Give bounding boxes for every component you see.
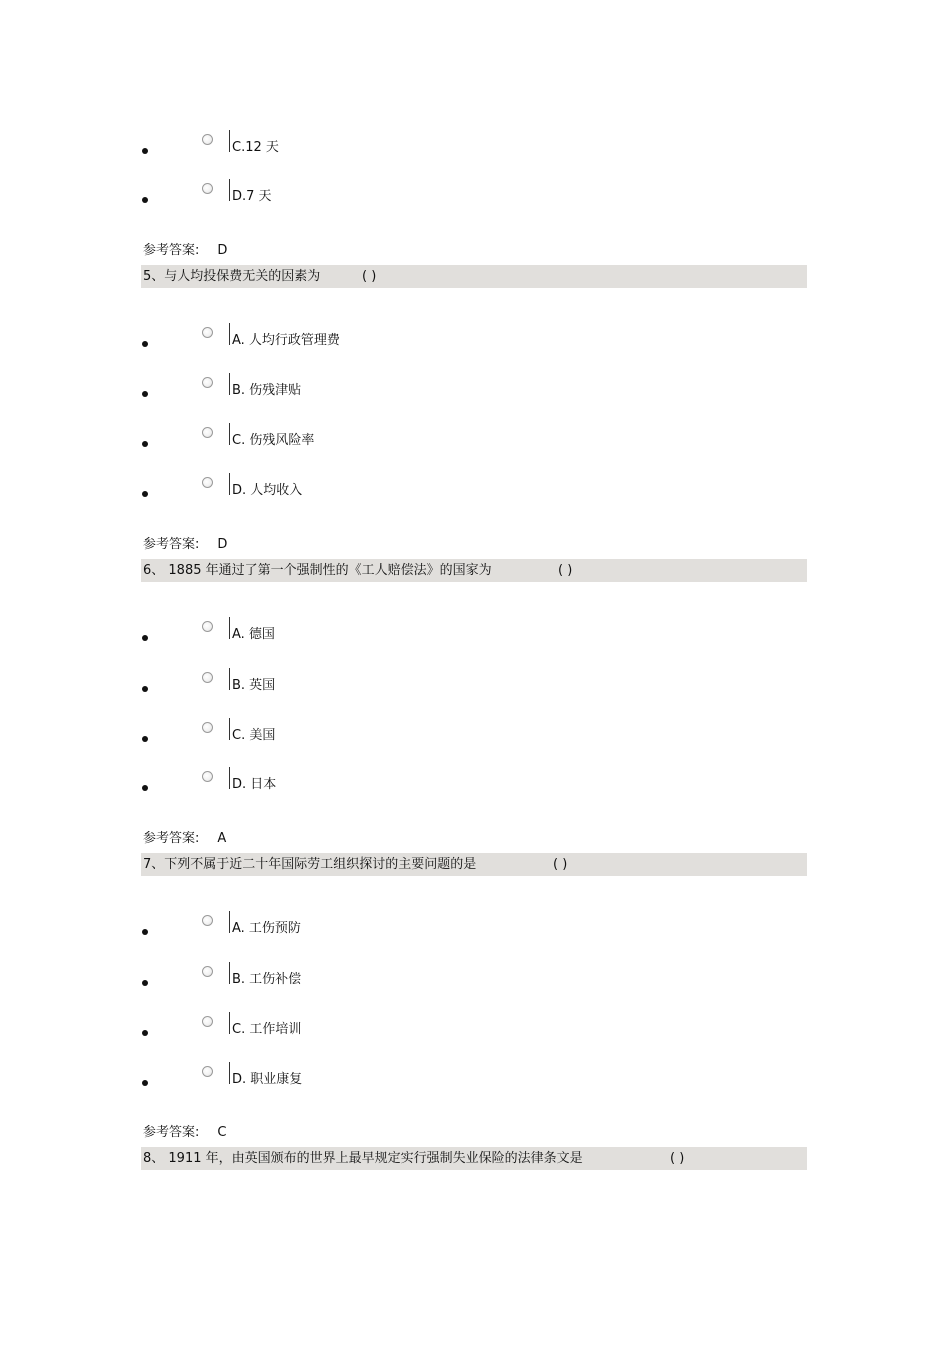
option-label: A. 人均行政管理费	[232, 333, 340, 348]
answer-prefix: 参考答案:	[143, 537, 200, 552]
bullet-dot	[142, 197, 148, 203]
question-text: 6、 1885 年通过了第一个强制性的《工人赔偿法》的国家为	[143, 563, 492, 578]
question-bar	[141, 1147, 807, 1170]
radio-button[interactable]	[202, 722, 213, 733]
bullet-dot	[142, 441, 148, 447]
option-row[interactable]	[0, 909, 950, 939]
bullet-dot	[142, 980, 148, 986]
radio-button[interactable]	[202, 915, 213, 926]
bullet-dot	[142, 635, 148, 641]
text-cursor-mark	[229, 323, 230, 345]
question-text: 5、与人均投保费无关的因素为	[143, 269, 321, 284]
text-cursor-mark	[229, 668, 230, 690]
radio-button[interactable]	[202, 134, 213, 145]
bullet-dot	[142, 148, 148, 154]
question-text: 8、 1911 年，由英国颁布的世界上最早规定实行强制失业保险的法律条文是	[143, 1151, 583, 1166]
reference-answer	[143, 537, 227, 552]
answer-prefix: 参考答案:	[143, 243, 200, 258]
radio-button[interactable]	[202, 1066, 213, 1077]
question-bar	[141, 265, 807, 288]
text-cursor-mark	[229, 1012, 230, 1034]
question-bar	[141, 853, 807, 876]
option-row[interactable]	[0, 716, 950, 746]
bullet-dot	[142, 785, 148, 791]
text-cursor-mark	[229, 718, 230, 740]
bullet-dot	[142, 391, 148, 397]
option-row[interactable]	[0, 177, 950, 207]
radio-button[interactable]	[202, 377, 213, 388]
text-cursor-mark	[229, 423, 230, 445]
text-cursor-mark	[229, 767, 230, 789]
option-label: B. 工伤补偿	[232, 972, 302, 987]
text-cursor-mark	[229, 911, 230, 933]
answer-value: D	[217, 537, 228, 552]
option-label: D.7 天	[232, 189, 272, 204]
option-label: D. 职业康复	[232, 1072, 303, 1087]
reference-answer	[143, 1125, 226, 1140]
option-row[interactable]	[0, 321, 950, 351]
option-label: C. 美国	[232, 728, 276, 743]
option-label: D. 日本	[232, 777, 277, 792]
radio-button[interactable]	[202, 672, 213, 683]
option-row[interactable]	[0, 1060, 950, 1090]
option-label: B. 英国	[232, 678, 276, 693]
option-label: C. 伤残风险率	[232, 433, 315, 448]
option-row[interactable]	[0, 615, 950, 645]
bullet-dot	[142, 736, 148, 742]
option-row[interactable]	[0, 765, 950, 795]
option-row[interactable]	[0, 666, 950, 696]
option-row[interactable]	[0, 471, 950, 501]
text-cursor-mark	[229, 179, 230, 201]
option-label: C.12 天	[232, 140, 279, 155]
question-paren: ( )	[670, 1151, 685, 1166]
answer-prefix: 参考答案:	[143, 1125, 200, 1140]
bullet-dot	[142, 929, 148, 935]
radio-button[interactable]	[202, 771, 213, 782]
answer-value: A	[217, 831, 227, 846]
text-cursor-mark	[229, 617, 230, 639]
reference-answer	[143, 243, 227, 258]
text-cursor-mark	[229, 473, 230, 495]
option-label: A. 工伤预防	[232, 921, 301, 936]
bullet-dot	[142, 341, 148, 347]
answer-value: D	[217, 243, 228, 258]
bullet-dot	[142, 491, 148, 497]
answer-prefix: 参考答案:	[143, 831, 200, 846]
question-paren: ( )	[553, 857, 568, 872]
bullet-dot	[142, 686, 148, 692]
text-cursor-mark	[229, 1062, 230, 1084]
radio-button[interactable]	[202, 1016, 213, 1027]
answer-value: C	[217, 1125, 227, 1140]
option-label: B. 伤残津贴	[232, 383, 302, 398]
option-row[interactable]	[0, 371, 950, 401]
radio-button[interactable]	[202, 427, 213, 438]
option-label: A. 德国	[232, 627, 275, 642]
question-text: 7、下列不属于近二十年国际劳工组织探讨的主要问题的是	[143, 857, 477, 872]
radio-button[interactable]	[202, 966, 213, 977]
option-row[interactable]	[0, 960, 950, 990]
option-label: C. 工作培训	[232, 1022, 302, 1037]
question-bar	[141, 559, 807, 582]
question-paren: ( )	[362, 269, 377, 284]
radio-button[interactable]	[202, 183, 213, 194]
reference-answer	[143, 831, 226, 846]
option-row[interactable]	[0, 1010, 950, 1040]
text-cursor-mark	[229, 962, 230, 984]
text-cursor-mark	[229, 130, 230, 152]
text-cursor-mark	[229, 373, 230, 395]
radio-button[interactable]	[202, 327, 213, 338]
bullet-dot	[142, 1080, 148, 1086]
option-row[interactable]	[0, 421, 950, 451]
radio-button[interactable]	[202, 477, 213, 488]
bullet-dot	[142, 1030, 148, 1036]
question-paren: ( )	[558, 563, 573, 578]
option-row[interactable]	[0, 128, 950, 158]
option-label: D. 人均收入	[232, 483, 303, 498]
radio-button[interactable]	[202, 621, 213, 632]
